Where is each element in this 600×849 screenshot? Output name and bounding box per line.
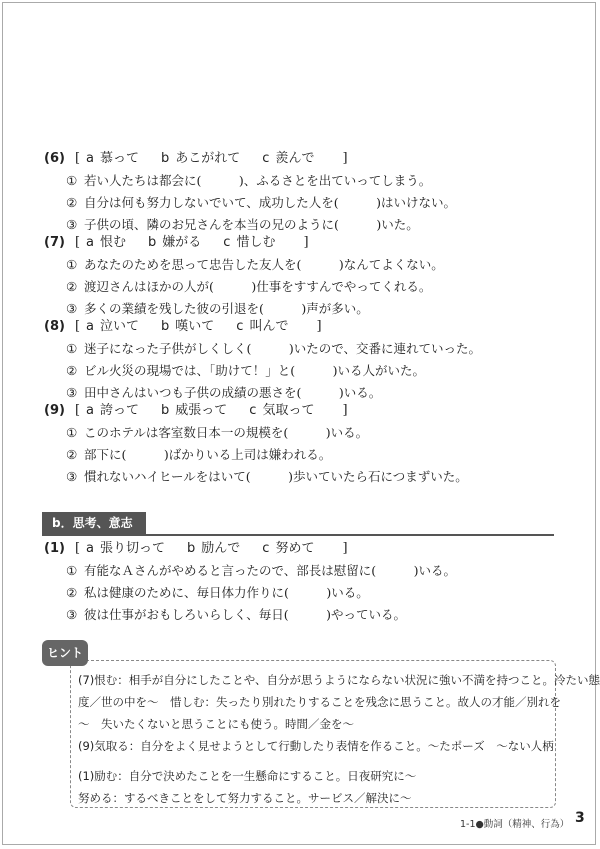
item-sentence: 渡辺さんはほかの人が( )仕事をすすんでやってくれる。 (84, 279, 432, 294)
answer-option (148, 235, 201, 250)
option-word: 努めて (275, 541, 315, 556)
item-sentence: ビル火災の現場では、「助けて！」と( )いる人がいた。 (84, 363, 426, 378)
item-sentence: 自分は何も努力しないでいて、成功した人を( )はいけない。 (84, 195, 457, 210)
question-item (44, 360, 564, 382)
question-block (44, 316, 564, 404)
item-number: ② (66, 279, 78, 294)
question-block (44, 538, 564, 626)
option-letter: a (86, 403, 94, 418)
hint-line: 〜 失いたくないと思うことにも使う。時間／金を〜 (78, 717, 354, 731)
option-letter: a (86, 235, 94, 250)
option-word: 誇って (99, 403, 139, 418)
option-letter: b (148, 235, 157, 250)
open-bracket: [ (74, 541, 81, 556)
answer-option (236, 319, 288, 334)
item-number: ③ (66, 469, 78, 484)
item-sentence: 若い人たちは都会に( )、ふるさとを出ていってしまう。 (84, 173, 432, 188)
option-letter: a (86, 541, 94, 556)
open-bracket: [ (74, 235, 81, 250)
question-item (44, 466, 564, 488)
option-letter: b (161, 403, 170, 418)
option-letter: c (223, 235, 231, 250)
question-item (44, 582, 564, 604)
close-bracket: ] (342, 541, 348, 556)
item-sentence: 彼は仕事がおもしろいらしく、毎日( )やっている。 (84, 607, 407, 622)
hint-line: (7)恨む：相手が自分にしたことや、自分が思うようにならない状況に強い不満を持つこと。冷たい態 (78, 673, 600, 687)
item-number: ② (66, 585, 78, 600)
answer-option (86, 151, 139, 166)
option-letter: c (262, 541, 270, 556)
hint-label: ヒント (42, 640, 88, 666)
answer-option (223, 235, 275, 250)
item-number: ① (66, 425, 78, 440)
question-block (44, 400, 564, 488)
close-bracket: ] (342, 403, 348, 418)
item-number: ③ (66, 607, 78, 622)
item-number: ③ (66, 301, 78, 316)
question-item (44, 338, 564, 360)
item-number: ③ (66, 385, 78, 400)
open-bracket: [ (74, 403, 81, 418)
option-word: 恨む (99, 235, 126, 250)
item-sentence: 多くの業績を残した彼の引退を( )声が多い。 (84, 301, 369, 316)
answer-option (262, 151, 314, 166)
answer-option (86, 403, 139, 418)
option-word: 泣いて (99, 319, 139, 334)
hint-line: (9)気取る：自分をよく見せようとして行動したり表情を作ること。〜たポーズ 〜ない人柄 (78, 739, 554, 753)
question-number: (9) (44, 403, 65, 418)
close-bracket: ] (303, 235, 309, 250)
footer-chapter: 1-1●動詞（精神、行為） (460, 819, 570, 830)
item-sentence: 慣れないハイヒールをはいて( )歩いていたら石につまずいた。 (84, 469, 468, 484)
answer-option (86, 235, 126, 250)
option-letter: b (187, 541, 196, 556)
question-options (44, 232, 564, 254)
item-sentence: 迷子になった子供がしくしく( )いたので、交番に連れていった。 (84, 341, 482, 356)
option-word: 励んで (201, 541, 241, 556)
question-number: (8) (44, 319, 65, 334)
option-letter: a (86, 151, 94, 166)
item-number: ③ (66, 217, 78, 232)
answer-option (86, 319, 139, 334)
question-item (44, 604, 564, 626)
item-number: ① (66, 257, 78, 272)
option-word: 威張って (175, 403, 228, 418)
answer-option (161, 403, 227, 418)
item-number: ① (66, 173, 78, 188)
item-sentence: 部下に( )ばかりいる上司は嫌われる。 (84, 447, 332, 462)
item-number: ② (66, 447, 78, 462)
answer-option (262, 541, 314, 556)
page-number: 3 (575, 810, 585, 826)
question-number: (7) (44, 235, 65, 250)
option-word: あこがれて (175, 151, 241, 166)
option-word: 惜しむ (236, 235, 276, 250)
item-sentence: 有能なＡさんがやめると言ったので、部長は慰留に( )いる。 (84, 563, 457, 578)
answer-option (249, 403, 314, 418)
question-item (44, 192, 564, 214)
option-letter: c (262, 151, 270, 166)
question-options (44, 148, 564, 170)
section-b-rule (42, 534, 554, 536)
question-number: (1) (44, 541, 65, 556)
option-word: 張り切って (99, 541, 165, 556)
option-letter: c (249, 403, 257, 418)
section-b-heading: b．思考、意志 (42, 512, 146, 534)
option-word: 慕って (99, 151, 139, 166)
option-word: 嘆いて (175, 319, 215, 334)
question-item (44, 422, 564, 444)
answer-option (161, 151, 240, 166)
question-block (44, 232, 564, 320)
item-sentence: あなたのためを思って忠告した友人を( )なんてよくない。 (84, 257, 444, 272)
option-word: 羨んで (275, 151, 315, 166)
option-letter: b (161, 151, 170, 166)
item-number: ② (66, 195, 78, 210)
option-letter: b (161, 319, 170, 334)
item-sentence: 私は健康のために、毎日体力作りに( )いる。 (84, 585, 369, 600)
answer-option (86, 541, 165, 556)
answer-option (161, 319, 214, 334)
item-number: ① (66, 563, 78, 578)
hint-line: (1)励む：自分で決めたことを一生懸命にすること。日夜研究に〜 (78, 769, 417, 783)
question-item (44, 560, 564, 582)
option-word: 嫌がる (162, 235, 202, 250)
hint-line: 度／世の中を〜 惜しむ：失ったり別れたりすることを残念に思うこと。故人の才能／別れを (78, 695, 561, 709)
question-item (44, 170, 564, 192)
option-letter: a (86, 319, 94, 334)
item-number: ① (66, 341, 78, 356)
item-sentence: このホテルは客室数日本一の規模を( )いる。 (84, 425, 369, 440)
option-word: 叫んで (249, 319, 289, 334)
answer-option (187, 541, 240, 556)
question-block (44, 148, 564, 236)
question-item (44, 254, 564, 276)
open-bracket: [ (74, 151, 81, 166)
close-bracket: ] (316, 319, 322, 334)
question-item (44, 276, 564, 298)
question-options (44, 538, 564, 560)
open-bracket: [ (74, 319, 81, 334)
close-bracket: ] (342, 151, 348, 166)
question-number: (6) (44, 151, 65, 166)
hint-line: 努める：するべきことをして努力すること。サービス／解決に〜 (78, 791, 412, 805)
question-options (44, 400, 564, 422)
item-number: ② (66, 363, 78, 378)
option-letter: c (236, 319, 244, 334)
question-item (44, 444, 564, 466)
question-options (44, 316, 564, 338)
item-sentence: 子供の頃、隣のお兄さんを本当の兄のように( )いた。 (84, 217, 419, 232)
option-word: 気取って (262, 403, 315, 418)
item-sentence: 田中さんはいつも子供の成績の悪さを( )いる。 (84, 385, 382, 400)
